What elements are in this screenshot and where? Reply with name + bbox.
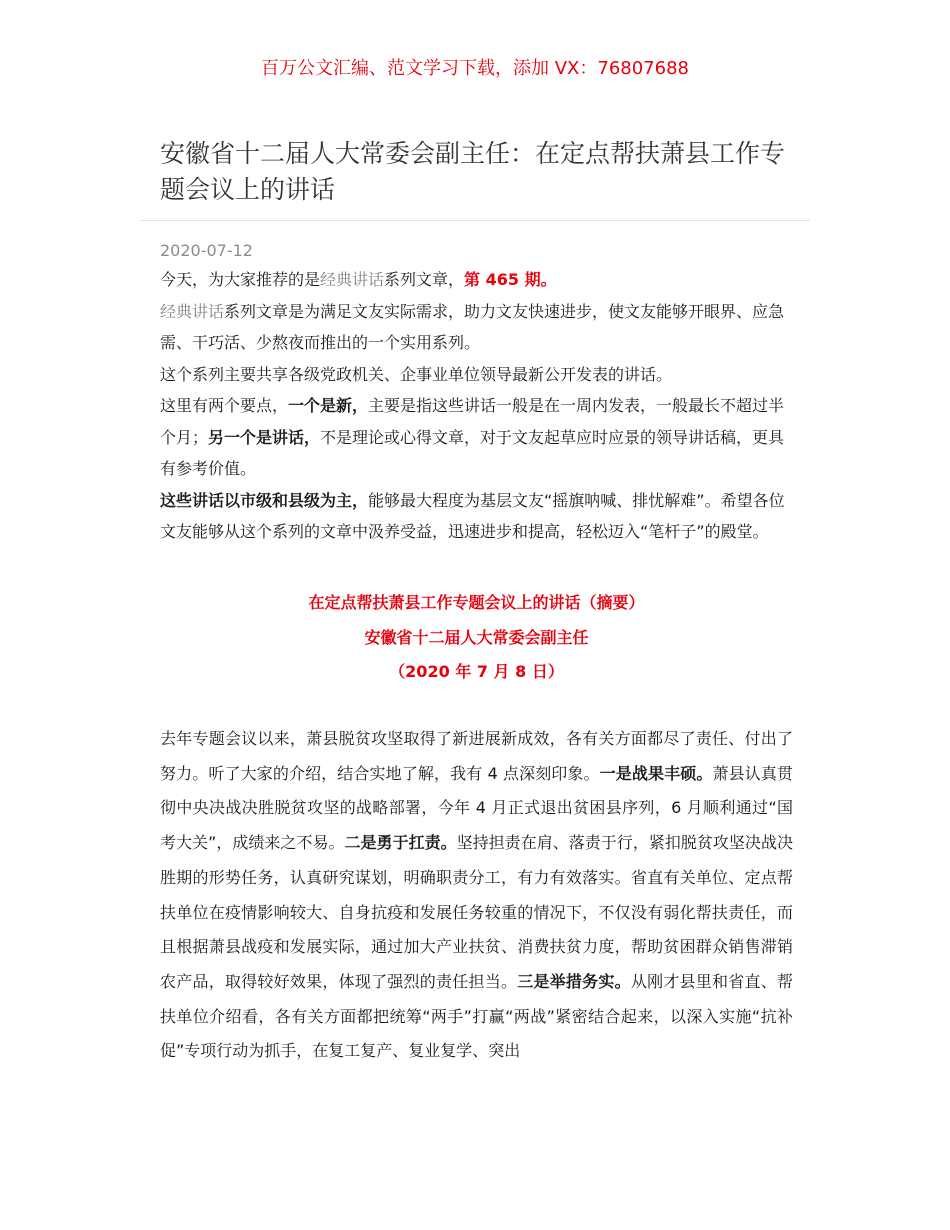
issue-number: 第 465 期。 (464, 270, 557, 289)
speech-date: （2020 年 7 月 8 日） (389, 662, 564, 681)
series-name: 经典讲话 (160, 301, 225, 321)
intro-paragraph-5: 这些讲话以市级和县级为主，能够最大程度为基层文友“摇旗呐喊、排忧解难”。希望各位文友能够从这个系列的文章中汲养受益，迅速进步和提高，轻松迈入“笔杆子”的殿堂。 (160, 490, 785, 541)
publish-date: 2020-07-12 (160, 241, 253, 260)
intro-paragraph-2: 经典讲话系列文章是为满足文友实际需求，助力文友快速进步，使文友能够开眼界、应急需、干巧活、少熬夜而推出的一个实用系列。 (160, 301, 785, 352)
speaker-title: 安徽省十二届人大常委会副主任 (364, 627, 589, 647)
speech-body: 去年专题会议以来，萧县脱贫攻坚取得了新进展新成效，各有关方面都尽了责任、付出了努力。听了大家的介绍，结合实地了解，我有 4 点深刻印象。一是战果丰硕。萧县认真贯彻中央决战决胜脱贫攻坚的战略部署，今年 4 月正式退出贫困县序列，6 月顺利通过“国考大关”，成绩来之不易。二是勇于扛责。坚持担责在肩、落责于行，紧扣脱贫攻坚决战决胜期的形势任务，认真研究谋划，明确职责分工，有力有效落实。省直有关单位、定点帮扶单位在疫情影响较大、自身抗疫和发展任务较重的情况下，不仅没有弱化帮扶责任，而且根据萧县战疫和发展实际，通过加大产业扶贫、消费扶贫力度，帮助贫困群众销售滞销农产品，取得较好效果，体现了强烈的责任担当。三是举措务实。从刚才县里和省直、帮扶单位介绍看，各有关方面都把统筹“两手”打赢“两战”紧密结合起来，以深入实施“抗补促”专项行动为抓手，在复工复产、复业复学、突出 (160, 729, 793, 1061)
speech-header (160, 586, 793, 690)
title-divider (140, 220, 810, 221)
intro-paragraph-1: 今天，为大家推荐的是经典讲话系列文章，第 465 期。 (160, 270, 557, 289)
article-title: 安徽省十二届人大常委会副主任：在定点帮扶萧县工作专题会议上的讲话 (160, 139, 786, 204)
intro-paragraph-3: 这个系列主要共享各级党政机关、企事业单位领导最新公开发表的讲话。 (160, 364, 673, 384)
intro-section (160, 264, 793, 548)
speech-title: 在定点帮扶萧县工作专题会议上的讲话（摘要） (308, 593, 645, 612)
promo-banner: 百万公文汇编、范文学习下载，添加 VX：76807688 (261, 58, 689, 79)
series-name: 经典讲话 (320, 270, 385, 289)
intro-paragraph-4: 这里有两个要点，一个是新，主要是指这些讲话一般是在一周内发表，一般最长不超过半个月；另一个是讲话，不是理论或心得文章，对于文友起草应时应景的领导讲话稿，更具有参考价值。 (160, 396, 785, 478)
